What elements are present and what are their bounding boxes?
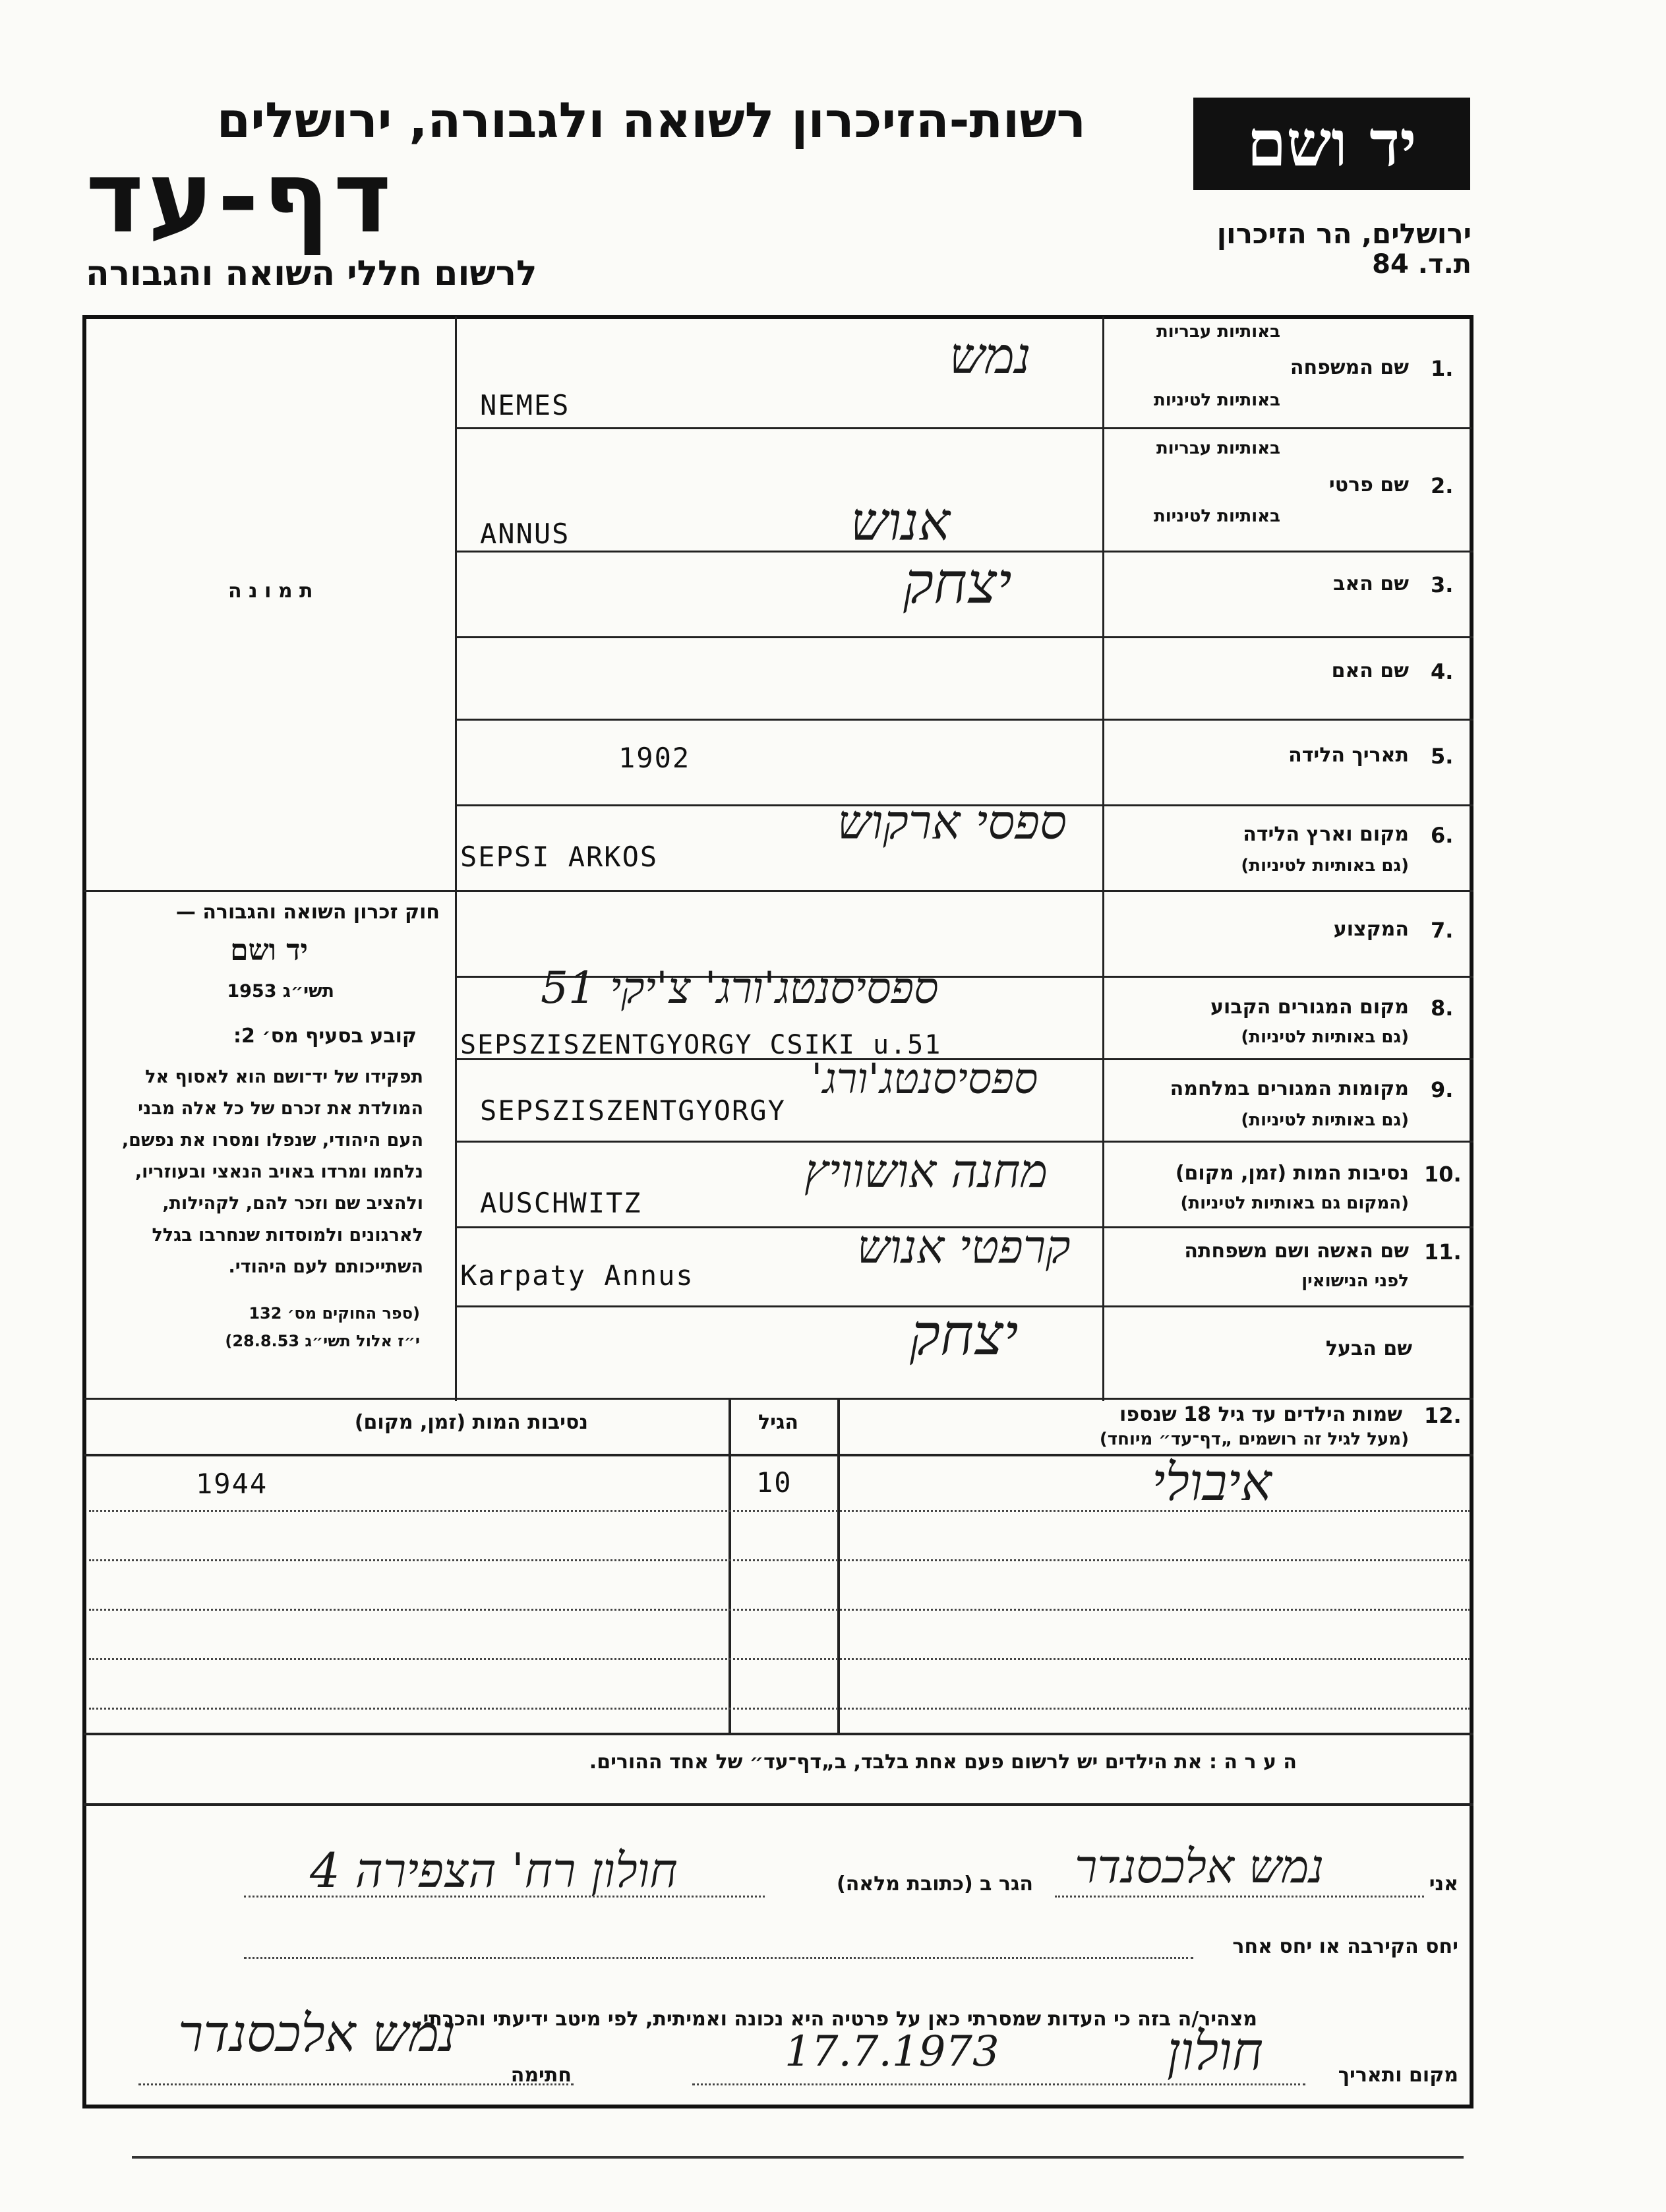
family-name-latin: NEMES [480,389,570,421]
birth-place-hebrew: ספסי ארקוש [837,794,1067,850]
field-number: 7. [1431,918,1454,943]
permanent-residence-label: מקום המגורים הקבוע [1210,996,1409,1019]
declaration-text: מצהיר/ה בזה כי העדות שמסרתי כאן על פרטיה היא נכונה ואמיתית, לפי מיטב ידיעתי והכרתי. [415,2008,1257,2031]
law-name: יד ושם [230,934,308,967]
latin-letters-note: באותיות לטיניות [1153,390,1280,410]
form-subtitle: לרשום חללי השואה והגבורה [86,254,537,293]
wartime-residence-label: מקומות המגורים במלחמה [1170,1077,1409,1100]
remark-note: ה ע ר ה : את הילדים יש לרשום פעם אחת בלבד, ב„דף־עד״ של אחד ההורים. [589,1750,1297,1774]
law-reference: י״ז אלול תשי״ג 28.8.53) [225,1332,420,1350]
children-note: (מעל לגיל זה רושמים „דף־עד״ מיוחד) [1099,1429,1409,1449]
authority-name: רשות-הזיכרון לשואה ולגבורה, ירושלים [216,92,1086,149]
signature-label: חתימה [510,2064,572,2087]
form-title: דף-עד [86,140,396,255]
latin-letters-note: (גם באותיות לטיניות) [1241,856,1409,876]
law-line: השתייכותם לעם היהודי. [228,1257,423,1277]
law-line: ולהציב שם וזכר להם, לקהילות, [162,1193,423,1214]
death-place-latin: AUSCHWITZ [480,1187,642,1219]
yad-vashem-logo [1193,98,1470,190]
declaration-place: חולון [1167,2021,1264,2082]
before-marriage-note: לפני הנישואין [1301,1271,1409,1291]
hebrew-letters-note: באותיות עבריות [1156,438,1280,458]
address-line-2: ת.ד. 84 [1372,249,1472,280]
photo-label: ת מ ו נ ה [228,580,313,603]
residing-label: הגר ב (כתובת מלאה) [836,1872,1033,1896]
field-number: 3. [1431,572,1454,597]
law-section: קובע בסעיף מס׳ 2: [233,1025,417,1048]
father-name-hebrew: יצחק [903,551,1012,616]
wife-name-hebrew: קרפטי אנוש [857,1220,1071,1274]
field-number: 2. [1431,473,1454,498]
death-place-latin-note: (המקום גם באותיות לטיניות) [1180,1193,1409,1213]
mother-name-label: שם האם [1331,659,1409,682]
field-number: 11. [1424,1240,1462,1265]
declarant-name: נמש אלכסנדר [1075,1839,1324,1894]
death-circumstances-label: נסיבות המות (זמן, מקום) [1175,1162,1409,1185]
first-name-label: שם פרטי [1328,473,1409,496]
law-line: המולדת את זכרם של כל אלה מבני [138,1098,423,1119]
child-death: 1944 [196,1468,268,1500]
law-line: נלחמו ומרדו באויב הנאצי ובעוזריו, [134,1162,423,1182]
wartime-residence-latin: SEPSZISZENTGYORGY [480,1094,786,1127]
law-line: תפקידו של יד־ושם הוא לאסוף אל [145,1067,423,1087]
law-line: העם היהודי, שנפלו ומסרו את נפשם, [121,1130,423,1151]
field-number: 1. [1431,356,1454,381]
hebrew-letters-note: באותיות עבריות [1156,322,1280,342]
field-number: 9. [1431,1077,1454,1102]
first-name-hebrew: אנוש [850,491,951,553]
logo-text: יד ושם [1247,106,1417,181]
law-year: תשי״ג 1953 [227,981,334,1001]
wife-name-label: שם האשה ושם משפחתה [1184,1240,1409,1263]
field-number: 5. [1431,744,1454,769]
field-number: 10. [1424,1162,1462,1187]
wife-name-latin: Karpaty Annus [460,1259,694,1292]
place-date-label: מקום ותאריך [1338,2064,1458,2087]
declaration-date: 17.7.1973 [785,2027,999,2076]
birth-place-latin: SEPSI ARKOS [460,841,659,873]
law-title: חוק זכרון השואה והגבורה — [175,901,440,924]
child-name: איבולי [1152,1453,1272,1512]
birth-date-value: 1902 [618,742,691,774]
death-header: נסיבות המות (זמן, מקום) [354,1411,588,1434]
law-line: לארגונים ולמוסדות שנחרבו בגלל [152,1225,423,1245]
latin-letters-note: (גם באותיות לטיניות) [1241,1027,1409,1047]
first-name-latin: ANNUS [480,518,570,550]
husband-name-label: שם הבעל [1325,1337,1412,1360]
permanent-residence-hebrew: ספסיסנטג'ורג' צ'יקי 51 [541,963,939,1013]
husband-name-hebrew: יצחק [910,1302,1019,1368]
wartime-residence-hebrew: ספסיסנטג'ורג' [811,1055,1038,1104]
death-place-hebrew: מחנה אושוויץ [804,1144,1048,1198]
age-header: הגיל [758,1411,798,1434]
children-title: שמות הילדים עד גיל 18 שנספו [1119,1403,1402,1426]
permanent-residence-latin: SEPSZISZENTGYORGY CSIKI u.51 [460,1030,942,1060]
family-name-label: שם המשפחה [1290,356,1409,379]
field-number: 4. [1431,659,1454,684]
father-name-label: שם האב [1333,572,1409,595]
declarant-address: חולון רח' הצפירה 4 [310,1843,678,1898]
birth-date-label: תאריך הלידה [1288,744,1409,767]
profession-label: המקצוע [1333,918,1409,941]
birth-place-label: מקום וארץ הלידה [1243,823,1409,846]
field-number: 6. [1431,823,1454,848]
field-number: 8. [1431,996,1454,1021]
latin-letters-note: (גם באותיות לטיניות) [1241,1110,1409,1130]
child-age: 10 [756,1466,792,1499]
table-row [84,1453,1473,1512]
law-reference: (ספר החוקים מס׳ 132 [249,1304,420,1323]
family-name-hebrew: נמש [949,326,1031,385]
i-label: אני [1429,1872,1458,1896]
field-number: 12. [1424,1403,1462,1428]
signature: נמש אלכסנדר [178,2004,456,2064]
photo-area [86,319,455,890]
address-line-1: ירושלים, הר הזיכרון [1216,218,1472,250]
latin-letters-note: באותיות לטיניות [1153,506,1280,526]
relation-label: יחס הקירבה או יחס אחר [1232,1935,1458,1958]
